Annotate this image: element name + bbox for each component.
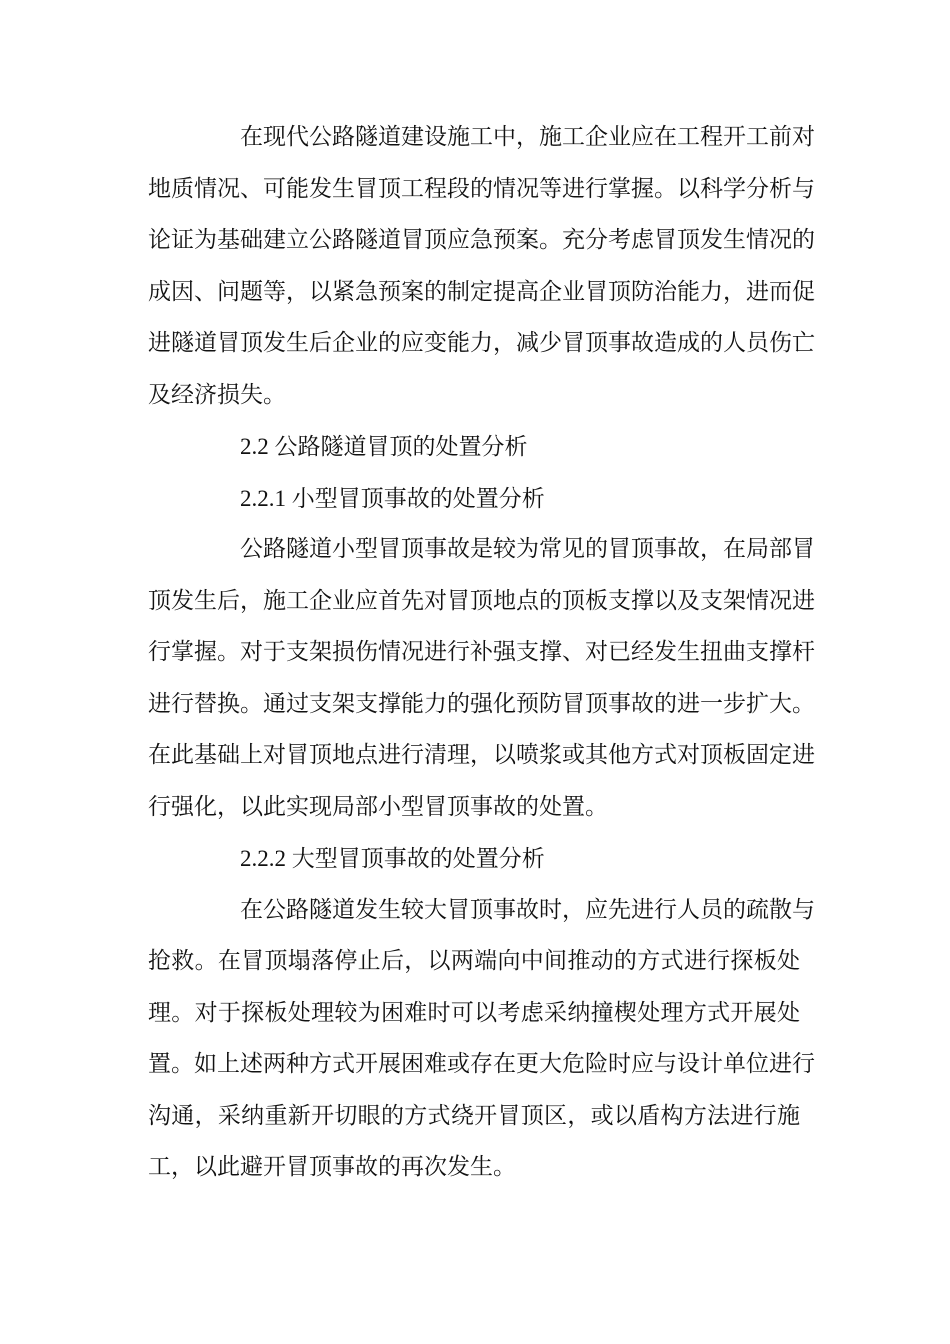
text-line: 顶发生后，施工企业应首先对冒顶地点的顶板支撑以及支架情况进 bbox=[148, 587, 815, 614]
text-line: 工，以此避开冒顶事故的再次发生。 bbox=[148, 1154, 516, 1180]
text-line: 理。对于探板处理较为困难时可以考虑采纳撞楔处理方式开展处 bbox=[148, 999, 800, 1026]
text-line: 公路隧道小型冒顶事故是较为常见的冒顶事故，在局部冒 bbox=[240, 536, 815, 562]
paragraph-small-collapse bbox=[148, 524, 815, 833]
heading-text: 2.2.2 大型冒顶事故的处置分析 bbox=[240, 846, 545, 871]
section-heading-2-2-1 bbox=[148, 473, 800, 525]
text-line: 进行替换。通过支架支撑能力的强化预防冒顶事故的进一步扩大。 bbox=[148, 690, 815, 717]
text-line: 地质情况、可能发生冒顶工程段的情况等进行掌握。以科学分析与 bbox=[148, 175, 815, 202]
text-line: 在现代公路隧道建设施工中，施工企业应在工程开工前对 bbox=[240, 124, 815, 150]
text-line: 沟通，采纳重新开切眼的方式绕开冒顶区，或以盾构方法进行施 bbox=[148, 1102, 800, 1129]
text-line: 行强化，以此实现局部小型冒顶事故的处置。 bbox=[148, 793, 608, 820]
section-heading-2-2-2 bbox=[148, 833, 800, 885]
text-line: 及经济损失。 bbox=[148, 381, 286, 408]
text-line: 置。如上述两种方式开展困难或存在更大危险时应与设计单位进行 bbox=[148, 1051, 815, 1077]
text-line: 在公路隧道发生较大冒顶事故时，应先进行人员的疏散与 bbox=[240, 896, 815, 923]
text-line: 成因、问题等，以紧急预案的制定提高企业冒顶防治能力，进而促 bbox=[148, 278, 815, 305]
text-line: 行掌握。对于支架损伤情况进行补强支撑、对已经发生扭曲支撑杆 bbox=[148, 639, 815, 665]
paragraph-large-collapse bbox=[148, 885, 815, 1194]
text-line: 论证为基础建立公路隧道冒顶应急预案。充分考虑冒顶发生情况的 bbox=[148, 227, 815, 253]
text-line: 抢救。在冒顶塌落停止后，以两端向中间推动的方式进行探板处 bbox=[148, 948, 800, 974]
paragraph-emergency-plan bbox=[148, 112, 815, 421]
heading-text: 2.2.1 小型冒顶事故的处置分析 bbox=[240, 485, 545, 511]
heading-text: 2.2 公路隧道冒顶的处置分析 bbox=[240, 434, 528, 459]
section-heading-2-2 bbox=[148, 421, 800, 473]
document-body bbox=[148, 112, 815, 1194]
text-line: 进隧道冒顶发生后企业的应变能力，减少冒顶事故造成的人员伤亡 bbox=[148, 330, 815, 356]
text-line: 在此基础上对冒顶地点进行清理，以喷浆或其他方式对顶板固定进 bbox=[148, 742, 815, 768]
